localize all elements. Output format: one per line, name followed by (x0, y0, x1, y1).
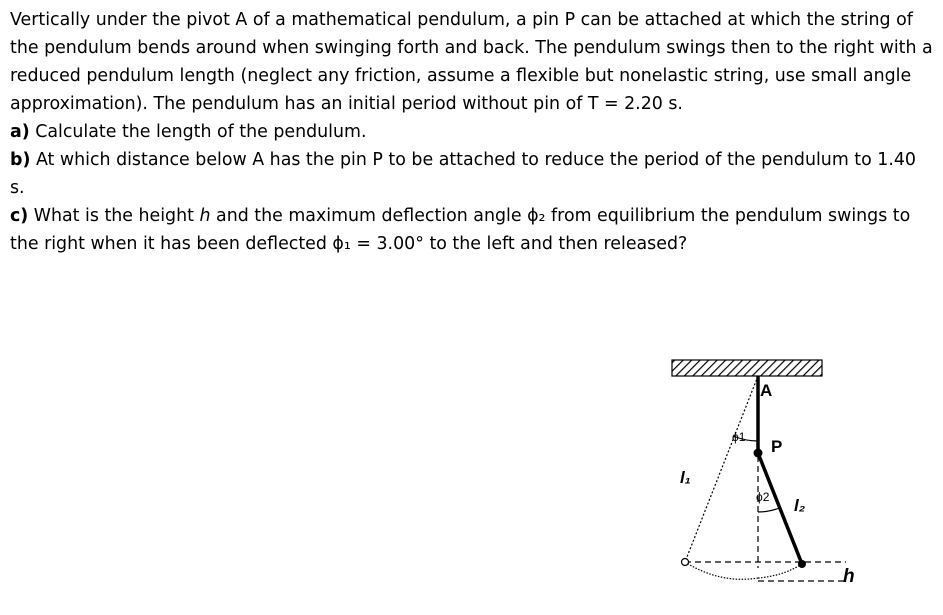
part-c-text-2: and the maximum deflection angle ϕ₂ from equilibrium the pendulum swings to the right when it has been deflected ϕ₁ = 3.00° to the left and then released? (10, 206, 911, 254)
part-a-label: a) (10, 122, 30, 142)
ceiling-support (672, 360, 822, 376)
height-h-label: h (843, 566, 855, 587)
part-b-text: At which distance below A has the pin P to be attached to reduce the period of the pendulum to 1.40 s. (10, 150, 916, 198)
bob-right (798, 560, 806, 568)
part-c-text-1: What is the height (33, 206, 194, 226)
length-l2-label: l₂ (794, 496, 806, 515)
length-l1-label: l₁ (680, 468, 691, 487)
pendulum-diagram (650, 350, 870, 610)
problem-intro: Vertically under the pivot A of a mathematical pendulum, a pin P can be attached at which the string of the pendulum bends around when swinging forth and back. The pendulum swings then to the right with a reduced pendulum length (neglect any friction, assume a flexible but nonelastic string, use small angle approximation). The pendulum has an initial period without pin of T = 2.20 s. (10, 10, 933, 114)
angle-phi1-label: ϕ1 (732, 430, 746, 444)
problem-statement (10, 6, 935, 258)
part-b-label: b) (10, 150, 31, 170)
part-c-h-symbol: h (199, 206, 211, 226)
angle-arc-phi2 (758, 508, 780, 512)
pin-p-label: P (771, 437, 783, 456)
swing-path-left (685, 562, 758, 579)
bob-left-start (682, 559, 689, 566)
pin-p-marker (754, 449, 763, 458)
part-a (10, 118, 935, 146)
part-c-label: c) (10, 206, 29, 226)
pendulum-figure (650, 350, 870, 610)
angle-phi2-label: ϕ2 (756, 490, 770, 504)
pivot-a-label: A (760, 381, 773, 400)
part-c (10, 202, 935, 258)
part-b (10, 146, 935, 202)
string-l1-deflected (685, 376, 758, 562)
swing-path-right (758, 564, 802, 578)
part-a-text: Calculate the length of the pendulum. (35, 122, 367, 142)
